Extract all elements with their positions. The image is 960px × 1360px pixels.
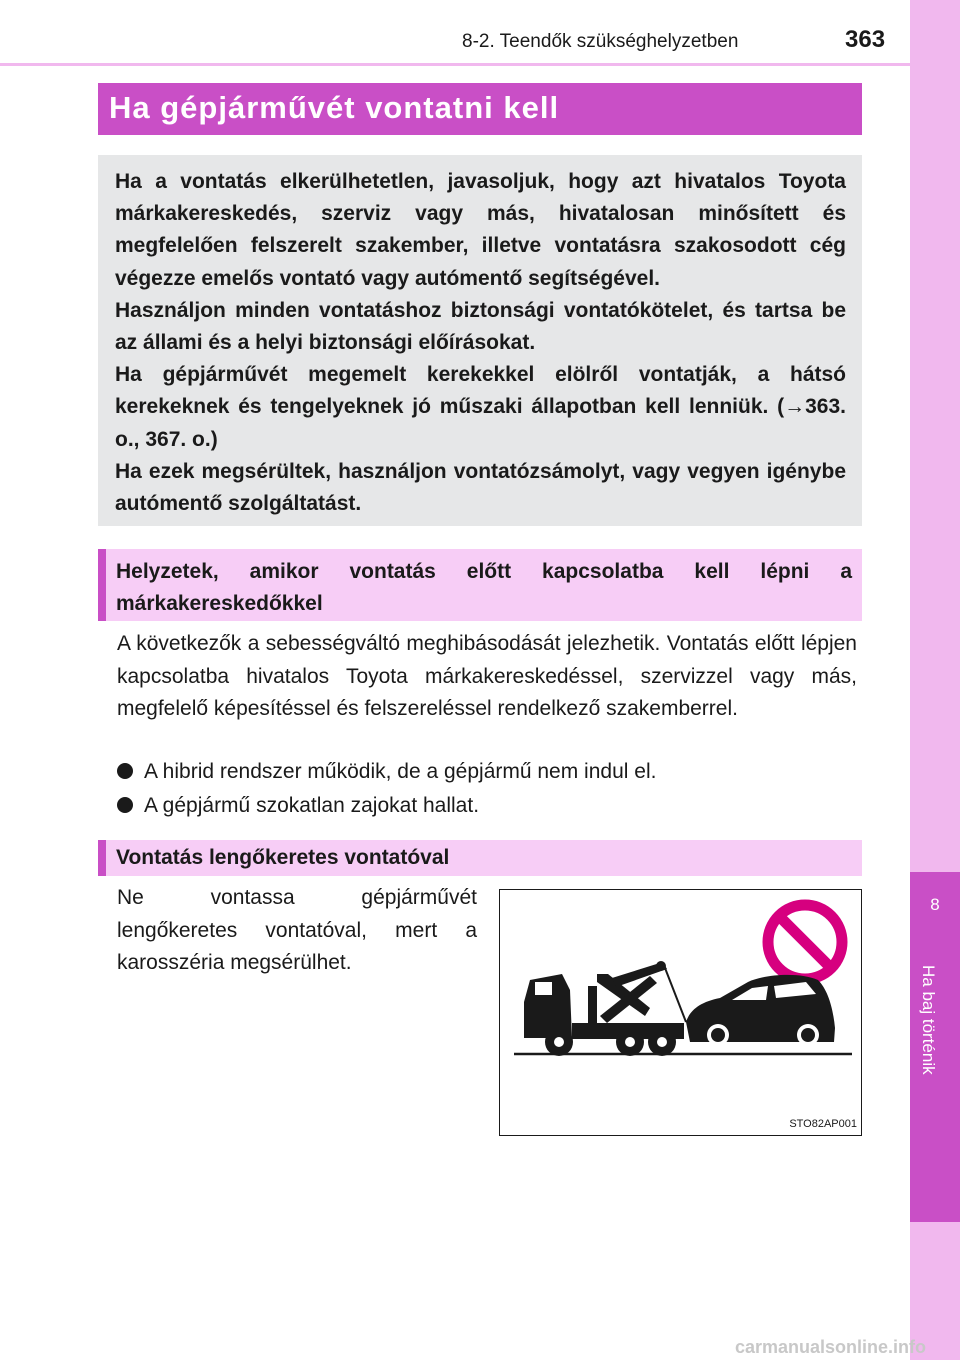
section-text: [117, 882, 477, 980]
prohibition-icon: [768, 905, 842, 979]
list-item-text: A gépjármű szokatlan zajokat hallat.: [144, 794, 480, 817]
warning-paragraph: Ha a vontatás elkerülhetetlen, javasoljuk, hogy azt hivatalos Toyota márkakereskedés, szerviz vagy más, hivatalosan minősített és megfelelően felszerelt szakember, illetve vontatásra szakosodott cég végezze emelős vontató vagy autómentő segítségével.: [115, 170, 846, 290]
section-title: 8-2. Teendők szükséghelyzetben: [462, 31, 739, 52]
figure-code: STO82AP001: [789, 1118, 857, 1130]
main-title: Ha gépjárművét vontatni kell: [98, 83, 862, 135]
tow-illustration: [499, 889, 862, 1136]
section-text: [117, 628, 857, 726]
warning-paragraph: Ha ezek megsérültek, használjon vontatózsámolyt, vagy vegyen igénybe autómentő szolgáltatást.: [115, 459, 846, 516]
tow-illustration-svg: [500, 890, 860, 1134]
paragraph: Ne vontassa gépjárművét lengőkeretes vontatóval, mert a karosszéria megsérülhet.: [117, 886, 477, 974]
warning-box: [98, 155, 862, 526]
warning-paragraph: Használjon minden vontatáshoz biztonsági vontatókötelet, és tartsa be az állami és a helyi biztonsági előírásokat.: [115, 298, 846, 355]
list-item-text: A hibrid rendszer működik, de a gépjármű nem indul el.: [144, 760, 657, 783]
page-number: 363: [845, 26, 886, 53]
watermark: carmanualsonline.info: [735, 1337, 927, 1357]
bullet-icon: [117, 797, 133, 813]
chapter-title: Ha baj történik: [919, 965, 938, 1075]
section-heading-swing-frame-tow: Vontatás lengőkeretes vontatóval: [98, 840, 862, 876]
list-item: [117, 790, 479, 822]
header-divider: [0, 63, 910, 66]
tow-cable: [665, 968, 686, 1022]
bullet-icon: [117, 763, 133, 779]
warning-paragraph: Ha gépjárművét megemelt kerekekkel elölről vontatják, a hátsó kerekeknek és tengelyeknek jó műszaki állapotban kell lenniük. (→363. o., 367. o.): [115, 363, 846, 451]
chapter-number: 8: [930, 895, 940, 914]
section-heading-dealer-contact: Helyzetek, amikor vontatás előtt kapcsolatba kell lépni a márkakereskedőkkel: [98, 549, 862, 621]
paragraph: A következők a sebességváltó meghibásodását jelezhetik. Vontatás előtt lépjen kapcsolatba hivatalos Toyota márkakereskedéssel, szervizzel vagy más, megfelelő képesítéssel és felszereléssel rendelkező szakemberrel.: [117, 632, 857, 720]
list-item: [117, 756, 656, 788]
